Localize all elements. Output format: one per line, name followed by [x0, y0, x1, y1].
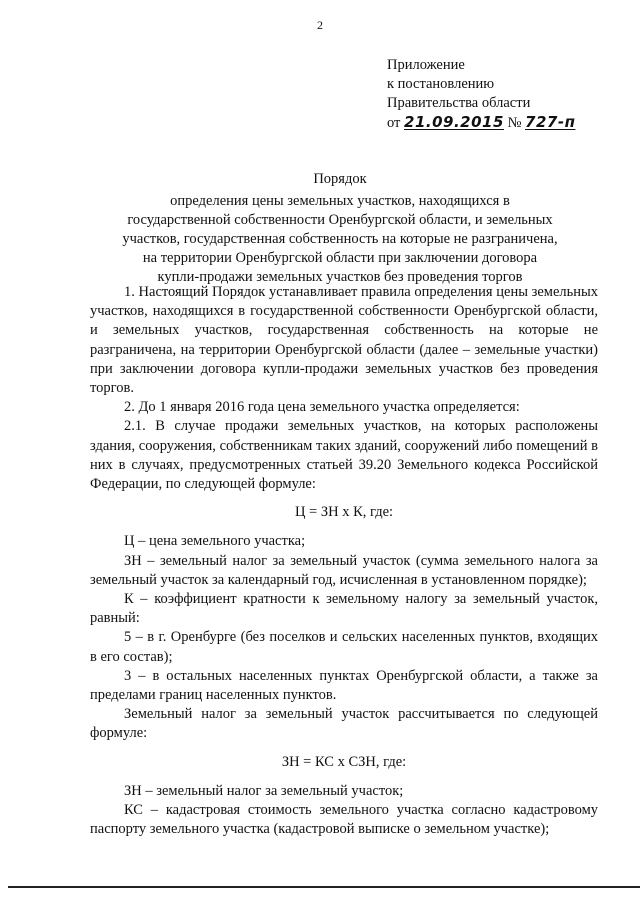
date-prefix: от: [387, 115, 401, 131]
title-heading: Порядок: [313, 171, 367, 187]
formula-land-tax: ЗН = КС х СЗН, где:: [281, 753, 407, 770]
definition-land-tax: ЗН – земельный налог за земельный участок (сумма земельного налога за земельный участок за календарный год, исчисленная в установленном порядке);: [90, 552, 598, 588]
title-line-4: на территории Оренбургской области при заключении договора: [142, 250, 538, 266]
title-line-1: определения цены земельных участков, находящихся в: [170, 193, 510, 209]
title-line-2: государственной собственности Оренбургской области, и земельных: [127, 212, 553, 228]
coefficient-orenburg: 5 – в г. Оренбурге (без поселков и сельских населенных пунктов, входящих в его состав);: [90, 629, 598, 665]
title-line-3: участков, государственная собственность на которые не разграничена,: [122, 231, 558, 247]
page-number: 2: [317, 18, 323, 32]
document-title: [100, 170, 580, 287]
definition-price: Ц – цена земельного участка;: [124, 533, 306, 550]
definition-land-tax-2: ЗН – земельный налог за земельный участок;: [124, 782, 404, 799]
appendix-date-line: [387, 113, 575, 133]
document-body: [90, 283, 598, 839]
appendix-block: [387, 56, 575, 133]
appendix-line-2: к постановлению: [387, 76, 495, 92]
definition-cadastral-value: КС – кадастровая стоимость земельного участка согласно кадастровому паспорту земельного участка (кадастровой выписке о земельном участке);: [90, 802, 598, 838]
appendix-line-1: Приложение: [387, 57, 465, 73]
definition-coefficient: К – коэффициент кратности к земельному налогу за земельный участок, равный:: [90, 591, 598, 627]
appendix-line-3: Правительства области: [387, 95, 531, 111]
title-line-5: купли-продажи земельных участков без проведения торгов: [157, 269, 523, 285]
paragraph-1: 1. Настоящий Порядок устанавливает правила определения цены земельных участков, находящихся в государственной собственности Оренбургской области, и земельных участков, государственная собственность на которые не разграничена, на территории Оренбургской области (далее – земельные участки) при заключении договора купли-продажи земельных участков без проведения торгов.: [90, 284, 598, 397]
number-prefix: №: [507, 115, 522, 131]
paragraph-2-1: 2.1. В случае продажи земельных участков, на которых расположены здания, сооружения, собственникам таких зданий, сооружений либо помещений в них в случаях, предусмотренных статьей 39.20 Земельного кодекса Российской Федерации, по следующей формуле:: [90, 418, 598, 493]
formula-price: Ц = ЗН х К, где:: [294, 504, 394, 521]
handwritten-number: 727-п: [525, 113, 576, 131]
handwritten-date: 21.09.2015: [404, 113, 504, 131]
bottom-divider: [8, 886, 640, 888]
paragraph-2: 2. До 1 января 2016 года цена земельного участка определяется:: [124, 399, 520, 416]
land-tax-intro: Земельный налог за земельный участок рассчитывается по следующей формуле:: [90, 706, 598, 742]
coefficient-other: 3 – в остальных населенных пунктах Оренбургской области, а также за пределами границ населенных пунктов.: [90, 667, 598, 704]
